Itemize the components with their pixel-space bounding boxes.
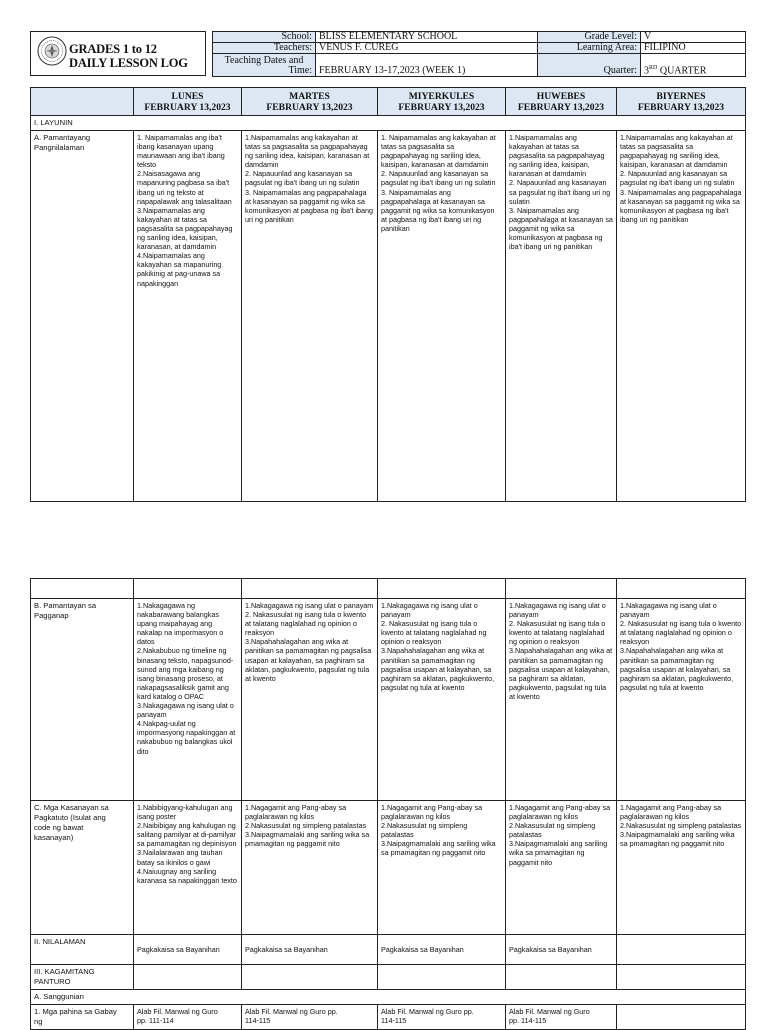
pahina-biyernes xyxy=(617,1005,746,1030)
blank-cell xyxy=(506,579,617,599)
pamantayang-pangnilalaman-label: A. Pamantayang Pangnilalaman xyxy=(31,131,134,502)
pagganap-martes: 1.Nakagagawa ng isang ulat o panayam 2. Nakasusulat ng isang tula o kwento at talatang naglalahad ng opinion o reaksyon 3.Napahahalagahan ang wika at panitikan sa pamamagitan ng pagsalisa usapan at kalayahan, sa paghiram sa aklatan, pagkukwento, pagsulat ng tula at kwento xyxy=(242,599,378,801)
blank-cell xyxy=(506,965,617,990)
sanggunian-row xyxy=(31,990,746,1005)
log-title: GRADES 1 to 12 DAILY LESSON LOG xyxy=(69,42,188,70)
kasanayan-miyerkules: 1.Nagagamit ang Pang-abay sa paglalarawan ng kilos 2.Nakasusulat ng simpleng patalastas 3.Naipagmamalaki ang sariling wika sa pmamagitan ng paggamit nito xyxy=(378,801,506,935)
blank-cell xyxy=(242,579,378,599)
pahina-lunes: Alab Fil. Manwal ng Guro pp. 111-114 xyxy=(134,1005,242,1030)
kasanayan-martes: 1.Nagagamit ang Pang-abay sa paglalarawan ng kilos 2.Nakasusulat ng simpleng patalastas 3.Naipagmamalaki ang sariling wika sa pmamagitan ng paggamit nito xyxy=(242,801,378,935)
mga-pahina-row xyxy=(31,1005,746,1030)
blank-cell xyxy=(617,579,746,599)
pamantayan-sa-pagganap-label: B. Pamantayan sa Pagganap xyxy=(31,599,134,801)
layunin-heading: I. LAYUNIN xyxy=(31,116,746,131)
learning-area-value: FILIPINO xyxy=(641,43,746,54)
nilalaman-miyerkules: Pagkakaisa sa Bayanihan xyxy=(378,935,506,965)
mga-kasanayan-label: C. Mga Kasanayan sa Pagkatuto (Isulat ang code ng bawat kasanayan) xyxy=(31,801,134,935)
blank-cell xyxy=(134,579,242,599)
day-header-biyernes: BIYERNES FEBRUARY 13,2023 xyxy=(617,88,746,116)
kasanayan-biyernes: 1.Nagagamit ang Pang-abay sa paglalarawan ng kilos 2.Nakasusulat ng simpleng patalastas 3.Naipagmamalaki ang sariling wika sa pmamagitan ng paggamit nito xyxy=(617,801,746,935)
mga-pahina-label: 1. Mga pahina sa Gabay ng xyxy=(31,1005,134,1030)
quarter-label: Quarter: xyxy=(538,54,641,77)
pamantayan-sa-pagganap-row xyxy=(31,599,746,801)
day-header-martes: MARTES FEBRUARY 13,2023 xyxy=(242,88,378,116)
mga-kasanayan-row xyxy=(31,801,746,935)
corner-cell xyxy=(31,88,134,116)
pahina-martes: Alab Fil. Manwal ng Guro pp. 114-115 xyxy=(242,1005,378,1030)
deped-seal-icon xyxy=(37,36,67,66)
day-header-miyerkules: MIYERKULES FEBRUARY 13,2023 xyxy=(378,88,506,116)
blank-cell xyxy=(31,579,134,599)
pahina-huwebes: Alab Fil. Manwal ng Guro pp. 114-115 xyxy=(506,1005,617,1030)
pagganap-biyernes: 1.Nakagagawa ng isang ulat o panayam 2. Nakasusulat ng isang tula o kwento at talatang naglalahad ng opinion o reaksyon 3.Napahahalagahan ang wika at panitikan sa pamamagitan ng pagsalisa usapan at kalayahan, sa paghiram sa aklatan, pagkukwento, pagsulat ng tula at kwento xyxy=(617,599,746,801)
dll-table-objectives xyxy=(30,87,746,502)
dll-table-continued xyxy=(30,578,746,1030)
pangnilalaman-biyernes: 1.Naipamamalas ang kakayahan at tatas sa pagsasalita sa pagpapahayag ng sariling idea, kaisipan, karanasan at damdamin 2. Napauunlad ang kasanayan sa pagsulat ng iba't ibang uri ng sulatin 3. Naipamamalas ang pagpapahalaga at kasanayan sa paggamit ng wika sa komunikasyon at pagbasa ng iba't ibang uri ng panitikan xyxy=(617,131,746,502)
pangnilalaman-miyerkules: 1. Naipamamalas ang kakayahan at tatas sa pagsasalita sa pagpapahayag ng sariling idea, kaisipan, karanasan at damdamin 2. Napauunlad ang kasanayan sa pagsulat ng iba't ibang uri ng sulatin 3. Naipamamalas ang pagpapahalaga at kasanayan sa paggamit ng wika sa komunikasyon at pagbasa ng iba't ibang uri ng panitikan xyxy=(378,131,506,502)
teacher-label: Teachers: xyxy=(213,43,316,54)
nilalaman-martes: Pagkakaisa sa Bayanihan xyxy=(242,935,378,965)
learning-area-label: Learning Area: xyxy=(538,43,641,54)
kasanayan-lunes: 1.Nabibigyang-kahulugan ang isang poster 2.Naibibigay ang kahulugan ng salitang pamilyar at di-pamilyar sa pamamagitan ng depinisyon 3.Nailalarawan ang tauhan batay sa ikinilos o gawi 4.Naiuugnay ang sariling karanasa sa napakinggan texto xyxy=(134,801,242,935)
blank-cell xyxy=(378,965,506,990)
school-label: School: xyxy=(213,32,316,43)
nilalaman-label: II. NILALAMAN xyxy=(31,935,134,965)
pamantayang-pangnilalaman-row xyxy=(31,131,746,502)
kagamitang-panturo-row xyxy=(31,965,746,990)
day-header-huwebes: HUWEBES FEBRUARY 13,2023 xyxy=(506,88,617,116)
teaching-dates-value: FEBRUARY 13-17,2023 (WEEK 1) xyxy=(316,54,538,77)
nilalaman-lunes: Pagkakaisa sa Bayanihan xyxy=(134,935,242,965)
day-header-lunes: LUNES FEBRUARY 13,2023 xyxy=(134,88,242,116)
pangnilalaman-martes: 1.Naipamamalas ang kakayahan at tatas sa pagsasalita sa pagpapahayag ng sariling idea, kaisipan, karanasan at damdamin 2. Napauunlad ang kasanayan sa pagsulat ng iba't ibang uri ng sulatin 3. Naipamamalas ang pagpapahalaga at kasanayan sa paggamit ng wika sa komunikasyon at pagbasa ng iba't ibang uri ng panitikan xyxy=(242,131,378,502)
kagamitang-panturo-label: III. KAGAMITANG PANTURO xyxy=(31,965,134,990)
blank-cell xyxy=(617,965,746,990)
log-header-box xyxy=(30,31,206,76)
teaching-dates-label: Teaching Dates and Time: xyxy=(213,54,316,77)
pangnilalaman-huwebes: 1.Naipamamalas ang kakayahan at tatas sa pagsasalita sa pagpapahayag ng sariling idea, kaisipan, karanasan at damdamin 2. Napauunlad ang kasanayan sa pagsulat ng iba't ibang uri ng sulatin 3. Naipamamalas ang pagpapahalaga at kasanayan sa paggamit ng wika sa komunikasyon at pagbasa ng iba't ibang uri ng panitikan xyxy=(506,131,617,502)
pahina-miyerkules: Alab Fil. Manwal ng Guro pp. 114-115 xyxy=(378,1005,506,1030)
header-info-table xyxy=(212,31,746,77)
blank-header-row xyxy=(31,579,746,599)
blank-cell xyxy=(378,579,506,599)
grade-level-value: V xyxy=(641,32,746,43)
nilalaman-biyernes xyxy=(617,935,746,965)
layunin-row xyxy=(31,116,746,131)
sanggunian-heading: A. Sanggunian xyxy=(31,990,746,1005)
pagganap-lunes: 1.Nakagagawa ng nakabarawang balangkas upang maipahayag ang nakalap na impormasyon o datos 2.Nakabubuo ng timeline ng binasang teksto, napagsunod-sunod ang mga kaibang ng isang binasang proseso, at nakapagsasaliksik gamit ang kard katalog o OPAC 3.Nakagagawa ng isang ulat o panayam 4.Nakpag-uulat ng impormasyong napakinggan at nakabubuo ng balangkas ukol dito xyxy=(134,599,242,801)
grade-level-label: Grade Level: xyxy=(538,32,641,43)
pagganap-huwebes: 1.Nakagagawa ng isang ulat o panayam 2. Nakasusulat ng isang tula o kwento at talatang naglalahad ng opinion o reaksyon 3.Napahahalagahan ang wika at panitikan sa pamamagitan ng pagsalisa usapan at kalayahan, sa paghiram sa aklatan, pagkukwento, pagsulat ng tula at kwento xyxy=(506,599,617,801)
blank-cell xyxy=(242,965,378,990)
blank-cell xyxy=(134,965,242,990)
teacher-value: VENUS F. CUREG xyxy=(316,43,538,54)
pagganap-miyerkules: 1.Nakagagawa ng isang ulat o panayam 2. Nakasusulat ng isang tula o kwento at talatang naglalahad ng opinion o reaksyon 3.Napahahalagahan ang wika at panitikan sa pamamagitan ng pagsalisa usapan at kalayahan, sa paghiram sa aklatan, pagkukwento, pagsulat ng tula at kwento xyxy=(378,599,506,801)
nilalaman-huwebes: Pagkakaisa sa Bayanihan xyxy=(506,935,617,965)
pangnilalaman-lunes: 1. Naipamamalas ang iba't ibang kasanayan upang maunawaan ang iba't ibang teksto 2.Naisasagawa ang mapanuring pagbasa sa iba't ibang uri ng teksto at napapalawak ang talasalitaan 3.Naipamamalas ang kakayahan at tatas sa pagsasalita sa pagpapahayag ng sariling idea, kaisipan, karanasan, at damdamin 4.Naipamamalas ang kakayahan sa mapanuring pakikinig at pag-unawa sa napakinggan xyxy=(134,131,242,502)
school-value: BLISS ELEMENTARY SCHOOL xyxy=(316,32,538,43)
kasanayan-huwebes: 1.Nagagamit ang Pang-abay sa paglalarawan ng kilos 2.Nakasusulat ng simpleng patalastas 3.Naipagmamalaki ang sariling wika sa pmamagitan ng paggamit nito xyxy=(506,801,617,935)
nilalaman-row xyxy=(31,935,746,965)
days-header-row xyxy=(31,88,746,116)
quarter-value: 3RD QUARTER xyxy=(641,54,746,77)
